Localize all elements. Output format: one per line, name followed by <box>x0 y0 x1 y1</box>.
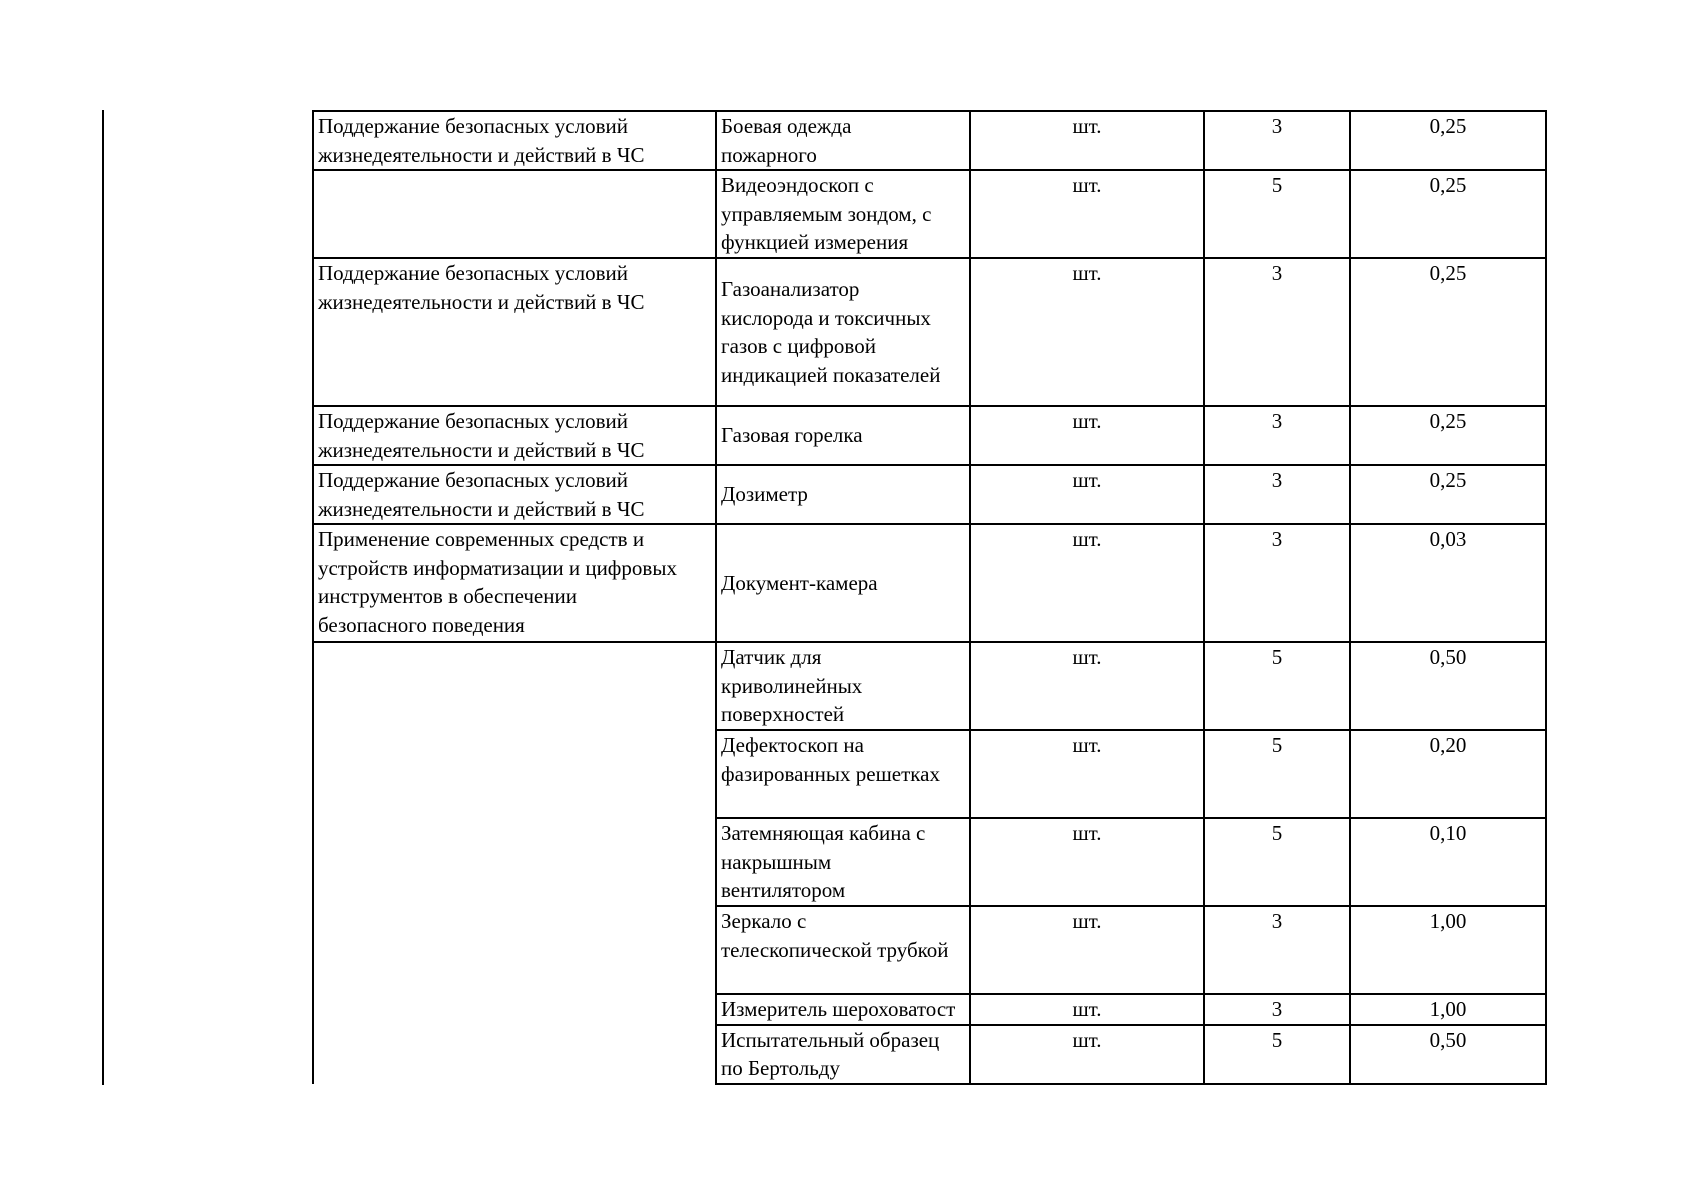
item-cell: Затемняющая кабина с накрышным вентилятором <box>716 818 970 906</box>
count-cell: 3 <box>1204 406 1350 465</box>
unit-cell: шт. <box>970 111 1204 170</box>
item-cell: Зеркало с телескопической трубкой <box>716 906 970 994</box>
norm-cell: 0,25 <box>1350 111 1546 170</box>
count-cell: 3 <box>1204 258 1350 406</box>
norm-cell: 0,20 <box>1350 730 1546 818</box>
unit-cell: шт. <box>970 642 1204 730</box>
norm-cell: 0,25 <box>1350 465 1546 524</box>
unit-cell: шт. <box>970 406 1204 465</box>
area-cell: Применение современных средств и устройств информатизации и цифровых инструментов в обеспечении безопасного поведения <box>313 524 716 642</box>
area-cell: Поддержание безопасных условий жизнедеятельности и действий в ЧС <box>313 111 716 170</box>
unit-cell: шт. <box>970 465 1204 524</box>
item-cell: Испытательный образец по Бертольду <box>716 1025 970 1084</box>
table-row <box>313 111 1546 170</box>
unit-cell: шт. <box>970 170 1204 258</box>
item-cell: Измеритель шероховатост <box>716 994 970 1025</box>
count-cell: 3 <box>1204 111 1350 170</box>
unit-cell: шт. <box>970 730 1204 818</box>
area-cell: Поддержание безопасных условий жизнедеятельности и действий в ЧС <box>313 465 716 524</box>
unit-cell: шт. <box>970 258 1204 406</box>
item-cell: Дефектоскоп на фазированных решетках <box>716 730 970 818</box>
equipment-table-wrapper <box>312 110 1547 1085</box>
item-cell: Видеоэндоскоп с управляемым зондом, с функцией измерения <box>716 170 970 258</box>
item-cell: Газовая горелка <box>716 406 970 465</box>
table-row <box>313 258 1546 406</box>
left-margin-rule <box>102 110 104 1085</box>
unit-cell: шт. <box>970 906 1204 994</box>
count-cell: 5 <box>1204 730 1350 818</box>
unit-cell: шт. <box>970 818 1204 906</box>
norm-cell: 1,00 <box>1350 994 1546 1025</box>
count-cell: 5 <box>1204 642 1350 730</box>
table-row <box>313 170 1546 258</box>
table-row <box>313 406 1546 465</box>
unit-cell: шт. <box>970 524 1204 642</box>
norm-cell: 0,25 <box>1350 406 1546 465</box>
area-cell <box>313 170 716 258</box>
norm-cell: 0,25 <box>1350 170 1546 258</box>
area-cell: Поддержание безопасных условий жизнедеятельности и действий в ЧС <box>313 406 716 465</box>
norm-cell: 0,50 <box>1350 642 1546 730</box>
table-row <box>313 524 1546 642</box>
area-cell <box>313 642 716 1084</box>
count-cell: 5 <box>1204 818 1350 906</box>
count-cell: 3 <box>1204 524 1350 642</box>
norm-cell: 0,03 <box>1350 524 1546 642</box>
count-cell: 3 <box>1204 906 1350 994</box>
count-cell: 3 <box>1204 994 1350 1025</box>
norm-cell: 1,00 <box>1350 906 1546 994</box>
table-row <box>313 642 1546 730</box>
unit-cell: шт. <box>970 1025 1204 1084</box>
item-cell: Газоанализатор кислорода и токсичных газов с цифровой индикацией показателей <box>716 258 970 406</box>
item-cell: Дозиметр <box>716 465 970 524</box>
norm-cell: 0,25 <box>1350 258 1546 406</box>
unit-cell: шт. <box>970 994 1204 1025</box>
table-row <box>313 465 1546 524</box>
count-cell: 3 <box>1204 465 1350 524</box>
count-cell: 5 <box>1204 1025 1350 1084</box>
item-cell: Боевая одежда пожарного <box>716 111 970 170</box>
norm-cell: 0,10 <box>1350 818 1546 906</box>
area-cell: Поддержание безопасных условий жизнедеятельности и действий в ЧС <box>313 258 716 406</box>
norm-cell: 0,50 <box>1350 1025 1546 1084</box>
equipment-table <box>312 110 1547 1085</box>
count-cell: 5 <box>1204 170 1350 258</box>
item-cell: Документ-камера <box>716 524 970 642</box>
item-cell: Датчик для криволинейных поверхностей <box>716 642 970 730</box>
